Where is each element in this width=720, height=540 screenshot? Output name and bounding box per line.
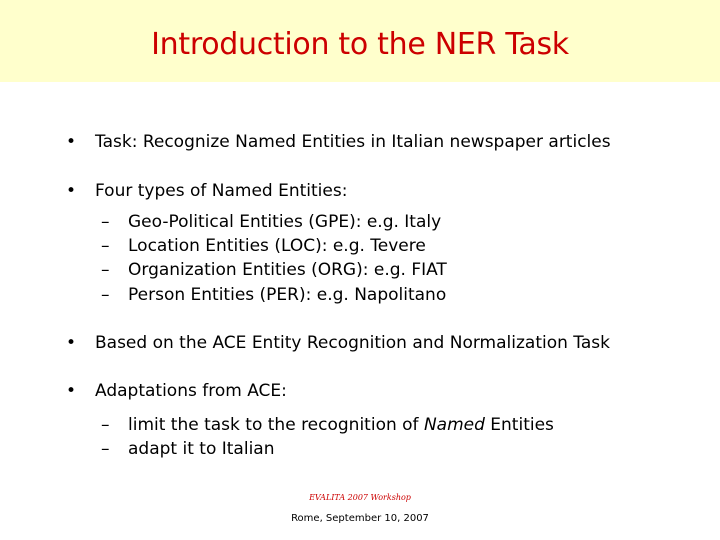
adaptation-text-before: limit the task to the recognition of — [128, 415, 424, 435]
adaptation-emphasis: Named — [423, 415, 485, 435]
slide-title: Introduction to the NER Task — [151, 27, 569, 62]
entity-type-text: Location Entities (LOC): e.g. Tevere — [128, 236, 426, 256]
dash-marker: – — [101, 439, 110, 459]
entity-type-per — [101, 284, 446, 306]
bullet-marker: • — [66, 132, 77, 152]
bullet-text: Task: Recognize Named Entities in Italian newspaper articles — [95, 132, 611, 152]
dash-marker: – — [101, 285, 110, 305]
adaptation-text: adapt it to Italian — [128, 439, 275, 459]
adaptation-limit — [101, 414, 554, 436]
dash-marker: – — [101, 415, 110, 435]
entity-type-gpe — [101, 211, 441, 233]
entity-type-org — [101, 259, 447, 281]
bullet-text: Four types of Named Entities: — [95, 181, 348, 201]
bullet-ace-basis — [66, 332, 610, 354]
adaptation-text-after: Entities — [484, 415, 554, 435]
bullet-text: Adaptations from ACE: — [95, 381, 287, 401]
adaptation-italian — [101, 438, 274, 460]
bullet-entity-types — [66, 180, 347, 202]
bullet-task — [66, 131, 611, 153]
dash-marker: – — [101, 236, 110, 256]
bullet-marker: • — [66, 333, 77, 353]
entity-type-loc — [101, 235, 426, 257]
entity-type-text: Geo-Political Entities (GPE): e.g. Italy — [128, 212, 442, 232]
bullet-marker: • — [66, 381, 77, 401]
footer-event: EVALITA 2007 Workshop — [309, 493, 411, 502]
dash-marker: – — [101, 212, 110, 232]
entity-type-text: Organization Entities (ORG): e.g. FIAT — [128, 260, 447, 280]
entity-type-text: Person Entities (PER): e.g. Napolitano — [128, 285, 447, 305]
bullet-text: Based on the ACE Entity Recognition and Normalization Task — [95, 333, 610, 353]
bullet-adaptations — [66, 380, 287, 402]
footer-date: Rome, September 10, 2007 — [291, 513, 429, 524]
dash-marker: – — [101, 260, 110, 280]
bullet-marker: • — [66, 181, 77, 201]
